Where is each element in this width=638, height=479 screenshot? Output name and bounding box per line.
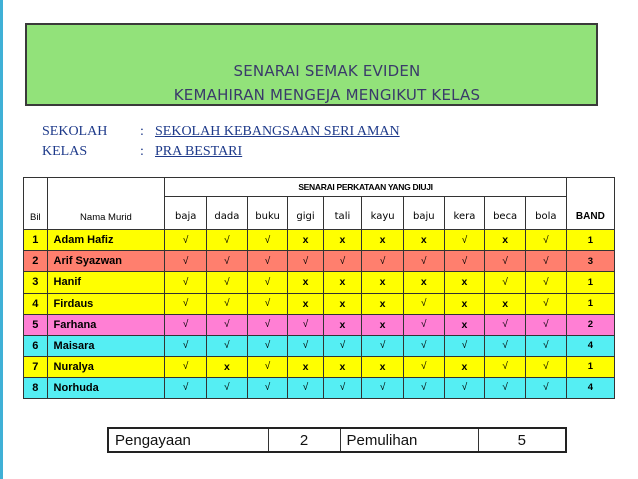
student-name: Arif Syazwan xyxy=(47,251,165,272)
word-header: beca xyxy=(485,197,526,230)
row-number: 5 xyxy=(24,314,48,335)
check-mark: √ xyxy=(444,377,485,398)
cross-mark: x xyxy=(323,272,362,293)
pemulihan-count: 5 xyxy=(478,428,566,452)
row-number: 3 xyxy=(24,272,48,293)
cross-mark: x xyxy=(362,314,404,335)
band-value: 2 xyxy=(566,314,614,335)
row-number: 8 xyxy=(24,377,48,398)
check-mark: √ xyxy=(485,335,526,356)
band-value: 3 xyxy=(566,251,614,272)
sekolah-colon: : xyxy=(140,124,144,139)
check-mark: √ xyxy=(165,230,207,251)
check-mark: √ xyxy=(288,335,323,356)
cross-mark: x xyxy=(288,356,323,377)
word-header: kayu xyxy=(362,197,404,230)
check-mark: √ xyxy=(485,251,526,272)
summary-table xyxy=(107,427,567,453)
check-mark: √ xyxy=(247,356,288,377)
band-value: 4 xyxy=(566,335,614,356)
row-number: 7 xyxy=(24,356,48,377)
band-value: 1 xyxy=(566,272,614,293)
cross-mark: x xyxy=(485,293,526,314)
kelas-value: PRA BESTARI xyxy=(155,144,243,159)
kelas-colon: : xyxy=(140,144,144,159)
table-row xyxy=(24,272,615,293)
check-mark: √ xyxy=(525,272,566,293)
band-value: 4 xyxy=(566,377,614,398)
check-mark: √ xyxy=(485,314,526,335)
cross-mark: x xyxy=(403,272,444,293)
check-mark: √ xyxy=(207,377,248,398)
check-mark: √ xyxy=(207,335,248,356)
check-mark: √ xyxy=(165,272,207,293)
student-name: Farhana xyxy=(47,314,165,335)
check-mark: √ xyxy=(165,335,207,356)
word-header: tali xyxy=(323,197,362,230)
header-name xyxy=(47,178,165,230)
cross-mark: x xyxy=(323,293,362,314)
title-line-2: KEMAHIRAN MENGEJA MENGIKUT KELAS xyxy=(173,86,481,104)
table-row xyxy=(24,293,615,314)
sekolah-value: SEKOLAH KEBANGSAAN SERI AMAN xyxy=(155,124,400,139)
check-mark: √ xyxy=(323,335,362,356)
cross-mark: x xyxy=(323,230,362,251)
word-header: kera xyxy=(444,197,485,230)
cross-mark: x xyxy=(444,314,485,335)
check-mark: √ xyxy=(525,335,566,356)
check-mark: √ xyxy=(207,314,248,335)
cross-mark: x xyxy=(485,230,526,251)
check-mark: √ xyxy=(247,293,288,314)
check-mark: √ xyxy=(247,377,288,398)
title-line-1: SENARAI SEMAK EVIDEN xyxy=(233,62,421,80)
word-header: bola xyxy=(525,197,566,230)
cross-mark: x xyxy=(323,314,362,335)
pengayaan-label: Pengayaan xyxy=(108,428,268,452)
check-mark: √ xyxy=(323,377,362,398)
bil-label: Bil xyxy=(29,211,41,223)
check-mark: √ xyxy=(525,293,566,314)
row-number: 2 xyxy=(24,251,48,272)
cross-mark: x xyxy=(444,293,485,314)
check-mark: √ xyxy=(403,335,444,356)
sekolah-label: SEKOLAH xyxy=(42,124,108,139)
name-label: Nama Murid xyxy=(80,211,132,223)
cross-mark: x xyxy=(288,230,323,251)
row-number: 4 xyxy=(24,293,48,314)
word-header: baju xyxy=(403,197,444,230)
check-mark: √ xyxy=(165,251,207,272)
check-mark: √ xyxy=(207,251,248,272)
word-header: dada xyxy=(207,197,248,230)
cross-mark: x xyxy=(362,230,404,251)
check-mark: √ xyxy=(165,356,207,377)
pengayaan-count: 2 xyxy=(268,428,340,452)
left-accent-stripe xyxy=(0,0,3,479)
table-row xyxy=(24,251,615,272)
check-mark: √ xyxy=(525,356,566,377)
check-mark: √ xyxy=(444,230,485,251)
check-mark: √ xyxy=(207,293,248,314)
band-value: 1 xyxy=(566,230,614,251)
title-box xyxy=(25,23,598,106)
student-name: Firdaus xyxy=(47,293,165,314)
check-mark: √ xyxy=(485,377,526,398)
check-mark: √ xyxy=(207,272,248,293)
check-mark: √ xyxy=(403,377,444,398)
header-band xyxy=(566,178,614,230)
check-mark: √ xyxy=(525,314,566,335)
check-mark: √ xyxy=(323,251,362,272)
header-bil xyxy=(24,178,48,230)
pemulihan-label: Pemulihan xyxy=(340,428,478,452)
band-label: BAND xyxy=(575,211,605,223)
cross-mark: x xyxy=(444,356,485,377)
student-name: Hanif xyxy=(47,272,165,293)
cross-mark: x xyxy=(362,272,404,293)
check-mark: √ xyxy=(362,377,404,398)
header-word-group: SENARAI PERKATAAN YANG DIUJI xyxy=(165,178,566,197)
word-header: baja xyxy=(165,197,207,230)
student-name: Norhuda xyxy=(47,377,165,398)
cross-mark: x xyxy=(403,230,444,251)
check-mark: √ xyxy=(403,314,444,335)
table-row xyxy=(24,230,615,251)
check-mark: √ xyxy=(288,314,323,335)
cross-mark: x xyxy=(362,356,404,377)
checklist-table xyxy=(23,177,615,399)
cross-mark: x xyxy=(288,272,323,293)
cross-mark: x xyxy=(444,272,485,293)
check-mark: √ xyxy=(525,230,566,251)
table-row xyxy=(24,356,615,377)
check-mark: √ xyxy=(403,356,444,377)
table-row xyxy=(24,314,615,335)
kelas-label: KELAS xyxy=(42,144,88,159)
check-mark: √ xyxy=(444,251,485,272)
student-name: Nuralya xyxy=(47,356,165,377)
check-mark: √ xyxy=(207,230,248,251)
check-mark: √ xyxy=(362,251,404,272)
cross-mark: x xyxy=(207,356,248,377)
check-mark: √ xyxy=(165,377,207,398)
check-mark: √ xyxy=(444,335,485,356)
check-mark: √ xyxy=(288,251,323,272)
check-mark: √ xyxy=(247,335,288,356)
student-name: Maisara xyxy=(47,335,165,356)
band-value: 1 xyxy=(566,356,614,377)
check-mark: √ xyxy=(247,251,288,272)
table-row xyxy=(24,335,615,356)
check-mark: √ xyxy=(165,293,207,314)
check-mark: √ xyxy=(247,314,288,335)
band-value: 1 xyxy=(566,293,614,314)
cross-mark: x xyxy=(288,293,323,314)
word-header: gigi xyxy=(288,197,323,230)
check-mark: √ xyxy=(525,251,566,272)
table-row xyxy=(24,377,615,398)
cross-mark: x xyxy=(323,356,362,377)
check-mark: √ xyxy=(403,251,444,272)
check-mark: √ xyxy=(485,272,526,293)
row-number: 1 xyxy=(24,230,48,251)
cross-mark: x xyxy=(362,293,404,314)
row-number: 6 xyxy=(24,335,48,356)
check-mark: √ xyxy=(165,314,207,335)
check-mark: √ xyxy=(403,293,444,314)
check-mark: √ xyxy=(247,272,288,293)
check-mark: √ xyxy=(525,377,566,398)
check-mark: √ xyxy=(362,335,404,356)
student-name: Adam Hafiz xyxy=(47,230,165,251)
word-header: buku xyxy=(247,197,288,230)
check-mark: √ xyxy=(247,230,288,251)
check-mark: √ xyxy=(288,377,323,398)
check-mark: √ xyxy=(485,356,526,377)
